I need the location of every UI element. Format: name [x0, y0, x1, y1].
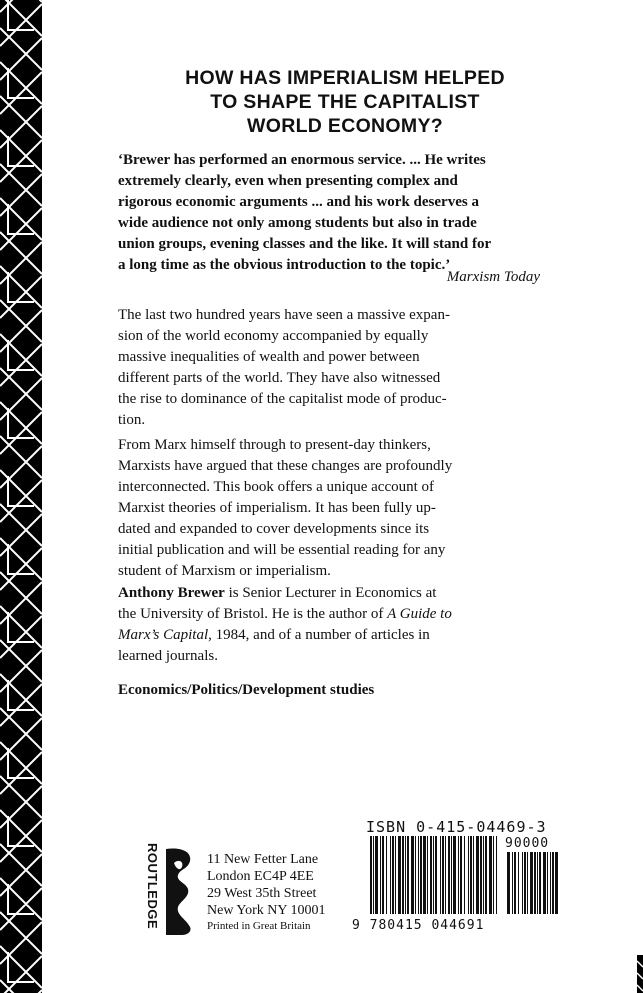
- page-edge-mark: [637, 955, 643, 993]
- quote-line: extremely clearly, even when presenting complex and: [118, 173, 458, 189]
- paragraph-line: Marxists have argued that these changes are profoundly: [118, 458, 453, 474]
- svg-text:ROUTLEDGE: ROUTLEDGE: [145, 843, 160, 930]
- routledge-logo-icon: [140, 843, 202, 935]
- spine-pattern: [0, 0, 42, 993]
- headline: [140, 66, 550, 138]
- quote-line: union groups, evening classes and the like. It will stand for: [118, 236, 492, 252]
- paragraph-line: From Marx himself through to present-day thinkers,: [118, 437, 431, 453]
- address-line: London EC4P 4EE: [207, 869, 314, 884]
- review-quote: [118, 150, 540, 276]
- bio-line: [118, 583, 540, 604]
- paragraph-line: The last two hundred years have seen a massive expan-: [118, 307, 450, 323]
- paragraph-line: dated and expanded to cover developments since its: [118, 521, 430, 537]
- paragraph-line: massive inequalities of wealth and power between: [118, 349, 420, 365]
- headline-line: HOW HAS IMPERIALISM HELPED: [185, 67, 505, 89]
- publisher-address: [207, 851, 326, 933]
- address-line: 29 West 35th Street: [207, 886, 317, 901]
- paragraph-line: sion of the world economy accompanied by equally: [118, 328, 429, 344]
- price-code: 90000: [505, 836, 550, 851]
- bio-line: [118, 604, 540, 625]
- paragraph-line: Marxist theories of imperialism. It has been fully up-: [118, 500, 436, 516]
- quote-source: Marxism Today: [446, 269, 540, 285]
- author-bio: [118, 583, 540, 667]
- paragraph-line: initial publication and will be essential reading for any: [118, 542, 446, 558]
- quote-line: a long time as the obvious introduction to the topic.’: [118, 257, 451, 273]
- isbn-label: ISBN 0-415-04469-3: [366, 818, 547, 836]
- address-line: New York NY 10001: [207, 903, 326, 918]
- book-title: A Guide to: [387, 606, 452, 622]
- paragraph-line: tion.: [118, 412, 146, 428]
- author-name: Anthony Brewer: [118, 585, 225, 601]
- bio-line: [118, 625, 540, 646]
- bio-text: is Senior Lecturer in Economics at: [224, 585, 437, 601]
- paragraph-line: the rise to dominance of the capitalist mode of produc-: [118, 391, 447, 407]
- geometric-pattern-icon: [0, 0, 42, 993]
- routledge-logo: [140, 843, 202, 940]
- paragraph-line: student of Marxism or imperialism.: [118, 563, 331, 579]
- ean-number: 9 780415 044691: [352, 918, 485, 933]
- quote-line: rigorous economic arguments ... and his work deserves a: [118, 194, 479, 210]
- book-title: Marx’s Capital,: [118, 627, 212, 643]
- paragraph-line: different parts of the world. They have also witnessed: [118, 370, 441, 386]
- paragraph-line: interconnected. This book offers a unique account of: [118, 479, 435, 495]
- description-paragraph: [118, 305, 540, 431]
- printed-in: Printed in Great Britain: [207, 920, 311, 932]
- bio-line: learned journals.: [118, 648, 218, 664]
- bio-text: the University of Bristol. He is the author of: [118, 606, 388, 622]
- headline-line: WORLD ECONOMY?: [247, 115, 443, 137]
- bio-text: 1984, and of a number of articles in: [211, 627, 430, 643]
- address-line: 11 New Fetter Lane: [207, 852, 319, 867]
- subject-category: Economics/Politics/Development studies: [118, 682, 375, 698]
- quote-line: ‘Brewer has performed an enormous service. ... He writes: [118, 152, 486, 168]
- quote-line: wide audience not only among students but also in trade: [118, 215, 477, 231]
- headline-line: TO SHAPE THE CAPITALIST: [210, 91, 480, 113]
- description-paragraph: [118, 435, 540, 582]
